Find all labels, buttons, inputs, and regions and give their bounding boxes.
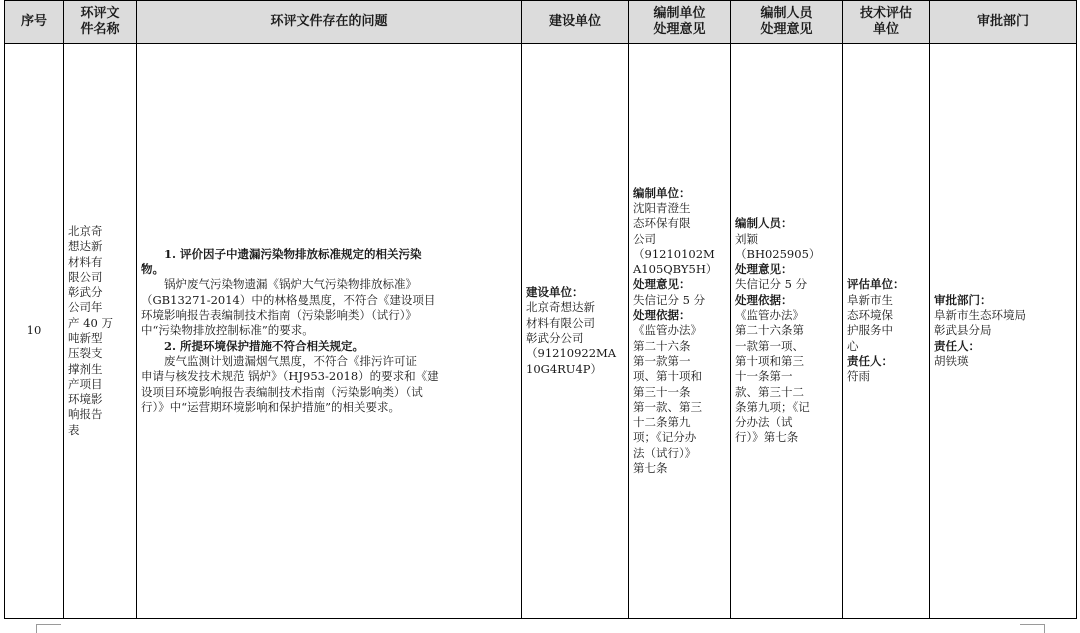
issue-2-title: 2. 所提环境保护措施不符合相关规定。 — [164, 338, 365, 353]
tech-eval-label: 评估单位： — [847, 277, 905, 292]
staff-opinion-label: 处理意见： — [735, 262, 793, 277]
compiler-basis-label: 处理依据： — [633, 308, 691, 323]
cell-compiler-opinion: 编制单位： 沈阳青澄生 态环保有限 公司 （91210102M A105QBY5H） 处理意见： 失信记分 5 分 处理依据： 《监管办法》 第二十六条 第一款第一 项、第十项和 第三十一条 第一款、第三 十二条第九 项；《记分办 法（试行）》 第七条 — [629, 44, 731, 619]
header-builder: 建设单位 — [522, 1, 629, 44]
builder-label: 建设单位： — [526, 285, 584, 300]
issue-2-body: 废气监测计划遗漏烟气黑度，不符合《排污许可证 — [164, 353, 417, 368]
cell-issues: 1. 评价因子中遗漏污染物排放标准规定的相关污染 物。 锅炉废气污染物遗漏《锅炉大气污染物排放标准》 （GB13271-2014）中的林格曼黑度，不符合《建设项目 环境影响报告表编制技术指南（污染影响类）（试行）》 中“污染物排放控制标准”的要求。 2. 所提环境保护措施不符合相关规定。 废气监测计划遗漏烟气黑度，不符合《排污许可证 申请与核发技术规范 锅炉》（HJ953-2018）的要求和《建 设项目环境影响报告表编制技术指南（污染影响类）（试 行）》中“运营期环境影响和保护措施”的相关要求。 — [137, 44, 522, 619]
header-doc-name: 环评文 件名称 — [64, 1, 137, 44]
staff-basis-label: 处理依据： — [735, 292, 793, 307]
header-row — [5, 1, 1077, 44]
header-issues: 环评文件存在的问题 — [137, 1, 522, 44]
approval-label: 审批部门： — [934, 292, 992, 307]
header-staff-opinion: 编制人员 处理意见 — [731, 1, 843, 44]
cell-doc-name: 北京奇 想达新 材料有 限公司 彰武分 公司年 产 40 万 吨新型 压裂支 撑剂生 产项目 环境影 响报告 表 — [64, 44, 137, 619]
issue-1-body: 锅炉废气污染物遗漏《锅炉大气污染物排放标准》 — [164, 277, 417, 292]
table-row — [5, 44, 1077, 619]
header-compiler-opinion: 编制单位 处理意见 — [629, 1, 731, 44]
violation-table — [4, 0, 1077, 619]
page-corner-mark-left — [36, 624, 61, 633]
cell-approval: 审批部门： 阜新市生态环境局 彰武县分局 责任人： 胡铁瑛 — [930, 44, 1077, 619]
cell-tech-eval: 评估单位： 阜新市生 态环境保 护服务中 心 责任人： 符雨 — [843, 44, 930, 619]
cell-no: 10 — [5, 44, 64, 619]
staff-label: 编制人员： — [735, 216, 793, 231]
cell-builder: 建设单位： 北京奇想达新 材料有限公司 彰武分公司 （91210922MA 10G4RU4P） — [522, 44, 629, 619]
tech-eval-resp-label: 责任人： — [847, 353, 893, 368]
header-approval: 审批部门 — [930, 1, 1077, 44]
issue-1-title: 1. 评价因子中遗漏污染物排放标准规定的相关污染 — [164, 246, 422, 261]
compiler-opinion-label: 处理意见： — [633, 277, 691, 292]
compiler-unit-label: 编制单位： — [633, 185, 691, 200]
approval-resp-label: 责任人： — [934, 338, 980, 353]
cell-staff-opinion: 编制人员： 刘颖 （BH025905） 处理意见： 失信记分 5 分 处理依据： 《监管办法》 第二十六条第 一款第一项、 第十项和第三 十一条第一 款、第三十二 条第九项；《记 分办法（试 行）》第七条 — [731, 44, 843, 619]
header-tech-eval: 技术评估 单位 — [843, 1, 930, 44]
page-corner-mark-right — [1020, 624, 1045, 633]
header-no: 序号 — [5, 1, 64, 44]
